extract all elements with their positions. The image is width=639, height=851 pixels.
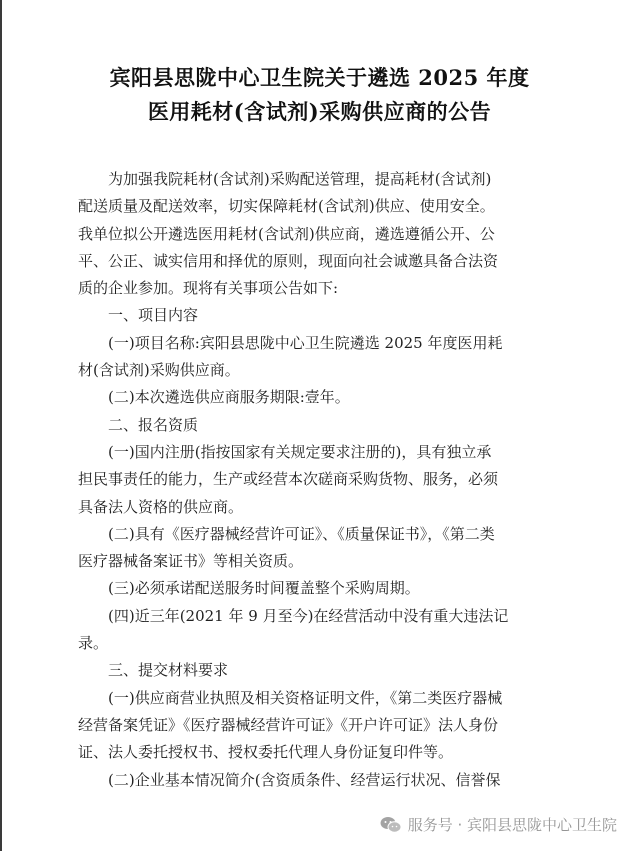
paragraph-line: 录。 bbox=[78, 634, 109, 653]
paragraph-line: 二、报名资质 bbox=[108, 415, 199, 434]
paragraph-line: 材(含试剂)采购供应商。 bbox=[78, 361, 240, 380]
paragraph-line: 医疗器械备案证书》等相关资质。 bbox=[78, 552, 304, 571]
paragraph-line: (三)必须承诺配送服务时间覆盖整个采购周期。 bbox=[108, 579, 420, 598]
watermark-text: 服务号 · 宾阳县思陇中心卫生院 bbox=[407, 816, 617, 834]
wechat-icon bbox=[380, 816, 402, 834]
paragraph-line: (一)国内注册(指按国家有关规定要求注册的)，具有独立承 bbox=[108, 442, 492, 461]
paragraph-line: 经营备案凭证》《医疗器械经营许可证》《开户许可证》法人身份 bbox=[78, 715, 499, 734]
paragraph-line: 我单位拟公开遴选医用耗材(含试剂)供应商，遴选遵循公开、公 bbox=[78, 224, 495, 243]
paragraph-line: 平、公正、诚实信用和择优的原则，现面向社会诚邀具备合法资 bbox=[78, 251, 499, 270]
paragraph-line: (四)近三年(2021 年 9 月至今)在经营活动中没有重大违法记 bbox=[108, 606, 509, 625]
wechat-watermark bbox=[380, 814, 617, 835]
paragraph-line: 配送质量及配送效率，切实保障耗材(含试剂)供应、使用安全。 bbox=[78, 197, 495, 216]
paragraph-line: (二)具有《医疗器械经营许可证》、《质量保证书》，《第二类 bbox=[108, 524, 495, 543]
paragraph-line: 三、提交材料要求 bbox=[108, 661, 229, 680]
document-body bbox=[78, 166, 562, 794]
paragraph-line: (一)项目名称:宾阳县思陇中心卫生院遴选 2025 年度医用耗 bbox=[108, 333, 503, 352]
paragraph-line: 一、项目内容 bbox=[108, 306, 199, 325]
paragraph-line: 担民事责任的能力，生产或经营本次磋商采购货物、服务，必须 bbox=[78, 470, 499, 489]
paragraph-line: (二)本次遴选供应商服务期限:壹年。 bbox=[108, 388, 350, 407]
paragraph-line: 具备法人资格的供应商。 bbox=[78, 497, 244, 516]
paragraph-line: 质的企业参加。现将有关事项公告如下: bbox=[78, 279, 339, 298]
paragraph-line: (二)企业基本情况简介(含资质条件、经营运行状况、信誉保 bbox=[108, 770, 501, 789]
page-title-line1: 宾阳县思陇中心卫生院关于遴选 2025 年度 bbox=[109, 65, 530, 90]
page-title-line2: 医用耗材(含试剂)采购供应商的公告 bbox=[147, 99, 492, 124]
paragraph-line: 为加强我院耗材(含试剂)采购配送管理，提高耗材(含试剂) bbox=[108, 170, 492, 188]
paragraph-line: 证、法人委托授权书、授权委托代理人身份证复印件等。 bbox=[78, 743, 454, 762]
page-left-border bbox=[0, 0, 2, 851]
paragraph-line: (一)供应商营业执照及相关资格证明文件，《第二类医疗器械 bbox=[108, 688, 503, 707]
